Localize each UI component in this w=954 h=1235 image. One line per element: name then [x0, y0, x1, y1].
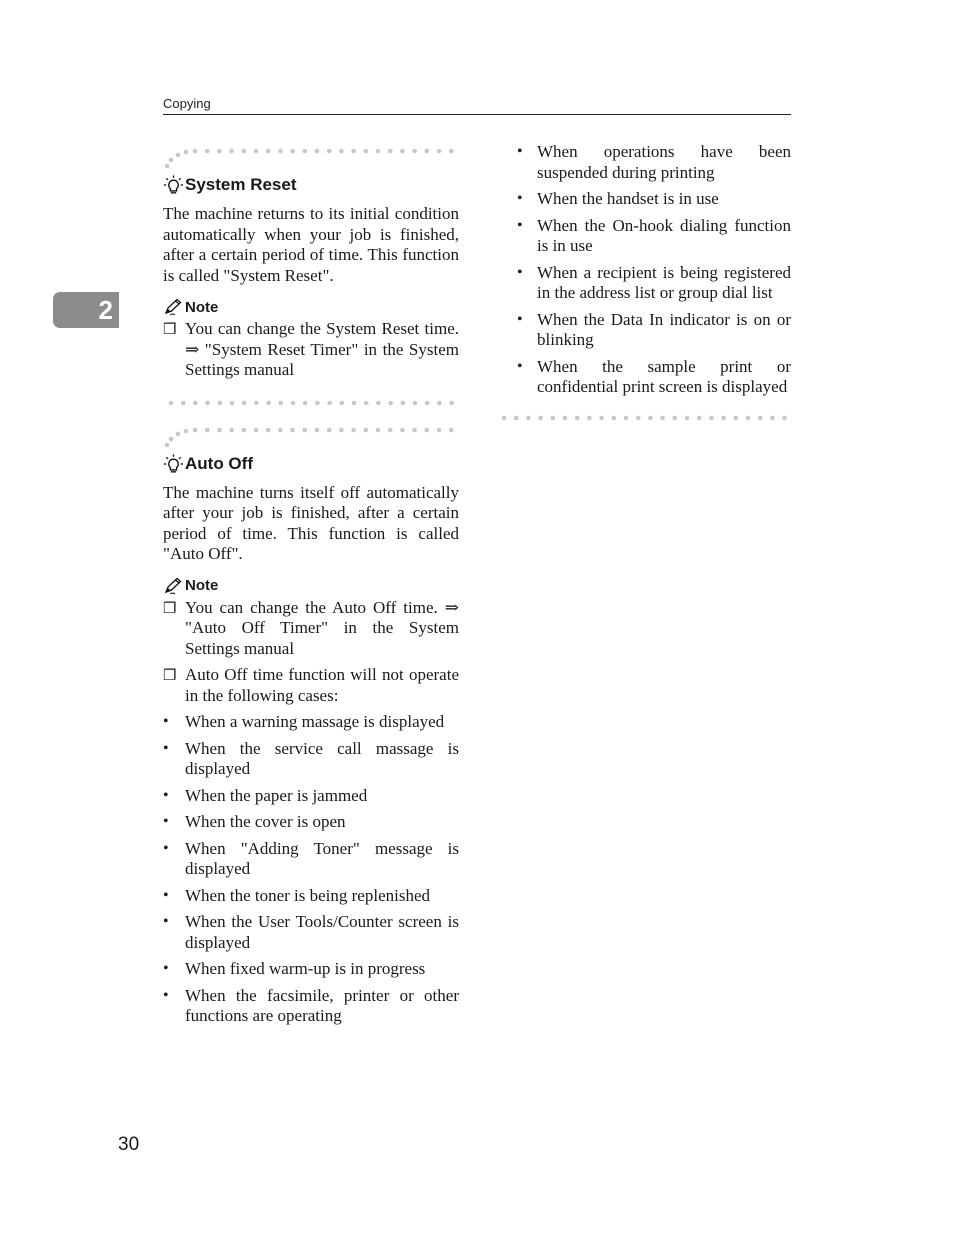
header-rule	[163, 114, 791, 115]
divider-dot	[538, 415, 543, 420]
divider-dot	[254, 427, 259, 432]
divider-dot	[205, 400, 210, 405]
list-item: • When the sample print or confidential print screen is displayed	[500, 357, 791, 398]
divider-dot	[291, 400, 296, 405]
divider-dot	[514, 415, 519, 420]
divider-dot	[697, 415, 702, 420]
bullet-icon: •	[517, 357, 523, 375]
divider-dot	[303, 149, 308, 154]
divider-dot	[437, 427, 442, 432]
right-column	[500, 142, 791, 438]
divider-dot	[278, 149, 283, 154]
divider-dot	[734, 415, 739, 420]
bullet-icon: •	[163, 886, 169, 904]
divider-dot	[437, 149, 442, 154]
bullet-icon: •	[517, 263, 523, 281]
divider-dot	[290, 427, 295, 432]
bullet-icon: •	[517, 143, 523, 160]
divider-dot	[352, 400, 357, 405]
divider-dot	[266, 427, 271, 432]
divider-dot	[412, 427, 417, 432]
divider-dot	[193, 149, 198, 154]
dotted-divider-graphic	[163, 423, 459, 451]
list-item: • When the User Tools/Counter screen is displayed	[163, 912, 459, 952]
bullet-icon: •	[517, 190, 523, 207]
auto-off-heading	[163, 453, 459, 475]
divider-dot	[400, 149, 405, 154]
divider-dot	[205, 149, 210, 154]
divider-dot	[229, 427, 234, 432]
divider-dot	[364, 427, 369, 432]
checkbox-icon: ❒	[163, 666, 177, 684]
divider-dot	[782, 415, 787, 420]
divider-dot	[660, 415, 665, 420]
checkbox-icon: ❒	[163, 598, 177, 617]
bullet-icon: •	[163, 786, 169, 804]
divider-dot	[339, 149, 344, 154]
auto-off-note-heading	[163, 577, 459, 595]
divider-dot	[648, 415, 653, 420]
bullet-icon: •	[163, 813, 169, 830]
note-text: You can change the System Reset time. ⇒ "System Reset Timer" in the System Settings manual	[185, 319, 459, 379]
divider-dot	[315, 149, 320, 154]
list-item: • When the facsimile, printer or other functions are operating	[163, 985, 459, 1025]
divider-dot	[449, 400, 454, 405]
note-item	[163, 665, 459, 706]
divider-dot	[376, 427, 381, 432]
tip-divider-top	[163, 144, 459, 172]
divider-dot	[599, 415, 604, 420]
divider-dot	[230, 400, 235, 405]
system-reset-body: The machine returns to its initial condition automatically when your job is finished, after a certain period of time. This function is called "System Reset".	[163, 204, 459, 285]
divider-dot	[437, 400, 442, 405]
bullet-icon: •	[163, 986, 169, 1004]
divider-dot	[205, 427, 210, 432]
bullet-icon: •	[163, 960, 169, 977]
divider-dot	[254, 400, 259, 405]
list-item: • When the service call massage is displayed	[163, 738, 459, 778]
divider-dot	[400, 427, 405, 432]
divider-dot	[242, 400, 247, 405]
divider-dot	[388, 427, 393, 432]
divider-dot	[412, 149, 417, 154]
divider-dot	[266, 149, 271, 154]
list-item: • When a warning massage is displayed	[163, 712, 445, 731]
divider-dot	[758, 415, 763, 420]
divider-dot	[266, 400, 271, 405]
bullet-icon: •	[517, 310, 523, 328]
divider-dot	[242, 427, 247, 432]
bullet-icon: •	[163, 739, 169, 757]
divider-dot	[279, 400, 284, 405]
list-item: • When the toner is being replenished	[163, 885, 431, 905]
divider-dot	[193, 400, 198, 405]
system-reset-title: System Reset	[185, 175, 297, 194]
left-column	[163, 144, 459, 1033]
divider-dot	[181, 400, 186, 405]
divider-dot	[673, 415, 678, 420]
divider-dot	[563, 415, 568, 420]
divider-dot	[339, 427, 344, 432]
divider-dot	[624, 415, 629, 420]
divider-dot	[425, 427, 430, 432]
divider-dot	[315, 427, 320, 432]
list-item: • When "Adding Toner" message is displayed	[163, 838, 459, 878]
divider-dot	[376, 149, 381, 154]
divider-dot	[575, 415, 580, 420]
checkbox-icon: ❒	[163, 320, 177, 338]
divider-dot	[303, 400, 308, 405]
dotted-divider-graphic	[163, 144, 459, 172]
divider-dot	[242, 149, 247, 154]
divider-dot	[327, 400, 332, 405]
note-item	[163, 598, 459, 660]
dotted-divider-graphic	[163, 395, 459, 411]
page-number: 30	[118, 1134, 140, 1155]
divider-dot	[315, 400, 320, 405]
divider-dot	[351, 427, 356, 432]
list-item: • When operations have been suspended during printing	[500, 142, 791, 183]
dotted-divider-graphic	[500, 410, 791, 426]
divider-dot	[217, 149, 222, 154]
tip-divider-top	[163, 423, 459, 451]
list-item: • When the paper is jammed	[163, 785, 368, 805]
divider-dot	[449, 427, 454, 432]
list-item: • When a recipient is being registered in the address list or group dial list	[500, 263, 791, 304]
divider-dot	[449, 149, 454, 154]
list-item: • When fixed warm-up is in progress	[163, 959, 426, 978]
divider-dot	[770, 415, 775, 420]
note-label: Note	[185, 298, 219, 316]
list-item: • When the handset is in use	[500, 189, 791, 210]
divider-dot	[388, 400, 393, 405]
divider-dot	[364, 149, 369, 154]
tip-divider-bottom	[500, 410, 791, 426]
note-text: You can change the Auto Off time. ⇒ "Auto Off Timer" in the System Settings manual	[185, 597, 459, 658]
bullet-icon: •	[517, 216, 523, 234]
divider-dot	[193, 427, 198, 432]
divider-dot	[526, 415, 531, 420]
divider-dot	[340, 400, 345, 405]
divider-dot	[290, 149, 295, 154]
note-text: Auto Off time function will not operate in the following cases:	[185, 665, 459, 705]
list-item: • When the Data In indicator is on or blinking	[500, 310, 791, 351]
divider-dot	[351, 149, 356, 154]
bullet-icon: •	[163, 913, 169, 930]
note-item	[163, 319, 459, 381]
lightbulb-icon	[163, 174, 184, 196]
divider-dot	[685, 415, 690, 420]
lightbulb-icon	[163, 453, 184, 475]
divider-dot	[217, 427, 222, 432]
divider-dot	[425, 400, 430, 405]
divider-dot	[364, 400, 369, 405]
divider-dot	[709, 415, 714, 420]
chapter-tab: 2	[53, 292, 119, 328]
divider-dot	[376, 400, 381, 405]
divider-dot	[169, 400, 174, 405]
system-reset-note-heading	[163, 298, 459, 316]
pencil-icon	[163, 577, 183, 595]
running-header: Copying	[163, 96, 211, 111]
auto-off-body: The machine turns itself off automatically after your job is finished, after a certain period of time. This function is called "Auto Off".	[163, 482, 459, 563]
divider-dot	[303, 427, 308, 432]
system-reset-heading	[163, 174, 459, 196]
divider-dot	[229, 149, 234, 154]
divider-dot	[612, 415, 617, 420]
divider-dot	[636, 415, 641, 420]
divider-dot	[278, 427, 283, 432]
pencil-icon	[163, 298, 183, 316]
auto-off-cases-list-continued	[500, 142, 791, 398]
divider-dot	[587, 415, 592, 420]
divider-dot	[401, 400, 406, 405]
divider-dot	[218, 400, 223, 405]
bullet-icon: •	[163, 839, 169, 857]
divider-dot	[327, 427, 332, 432]
divider-dot	[413, 400, 418, 405]
divider-dot	[746, 415, 751, 420]
divider-dot	[502, 415, 507, 420]
list-item: • When the On-hook dialing function is in use	[500, 216, 791, 257]
divider-dot	[254, 149, 259, 154]
list-item: • When the cover is open	[163, 812, 346, 831]
note-label: Note	[185, 577, 219, 594]
divider-dot	[721, 415, 726, 420]
auto-off-title: Auto Off	[185, 453, 253, 473]
divider-dot	[551, 415, 556, 420]
divider-dot	[327, 149, 332, 154]
divider-dot	[425, 149, 430, 154]
tip-divider-bottom	[163, 395, 459, 411]
bullet-icon: •	[163, 713, 169, 730]
auto-off-cases-list	[163, 712, 459, 1027]
divider-dot	[388, 149, 393, 154]
